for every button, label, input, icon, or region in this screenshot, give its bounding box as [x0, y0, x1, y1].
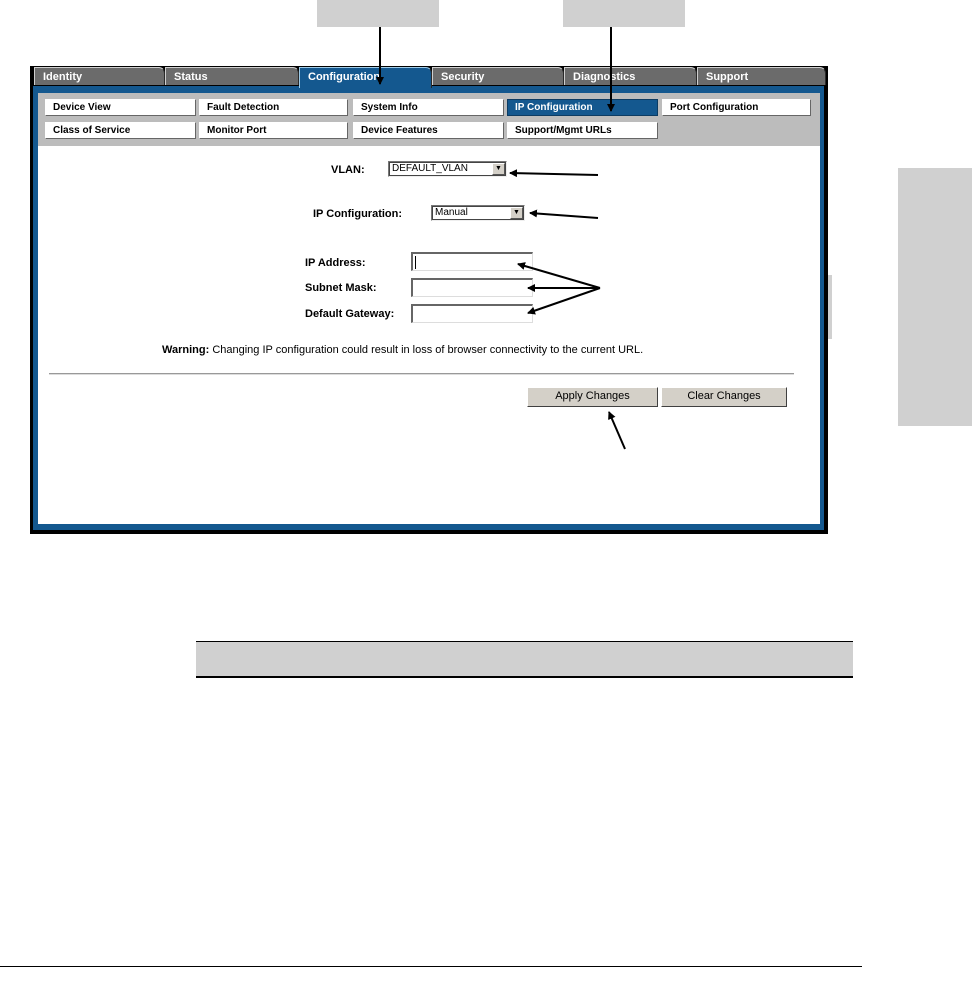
default-gateway-label: Default Gateway:	[305, 308, 395, 320]
divider	[49, 373, 794, 376]
ipconfig-select[interactable]	[431, 205, 525, 221]
tab-support[interactable]: Support	[697, 67, 826, 85]
ipconfig-label: IP Configuration:	[313, 208, 403, 220]
subtab-fault-detection[interactable]: Fault Detection	[199, 99, 348, 116]
warning-text: Changing IP configuration could result in loss of browser connectivity to the current URL.	[212, 344, 644, 356]
apply-changes-button[interactable]: Apply Changes	[527, 387, 658, 407]
vlan-select[interactable]	[388, 161, 507, 177]
subnet-mask-label: Subnet Mask:	[305, 282, 377, 294]
vlan-value: DEFAULT_VLAN	[392, 163, 468, 174]
subnet-mask-field[interactable]	[411, 278, 533, 297]
subtab-device-features[interactable]: Device Features	[353, 122, 504, 139]
chevron-down-icon[interactable]: ▼	[510, 207, 523, 219]
default-gateway-field[interactable]	[411, 304, 533, 323]
subtab-device-view[interactable]: Device View	[45, 99, 196, 116]
table-header	[196, 641, 853, 678]
tab-security[interactable]: Security	[432, 67, 564, 85]
tab-identity[interactable]: Identity	[34, 67, 165, 85]
side-tab-marker	[898, 168, 972, 426]
tab-status[interactable]: Status	[165, 67, 299, 85]
clear-changes-button[interactable]: Clear Changes	[661, 387, 787, 407]
chevron-down-icon[interactable]: ▼	[492, 163, 505, 175]
warning-message	[162, 343, 643, 357]
form-area	[38, 146, 820, 524]
subtab-class-of-service[interactable]: Class of Service	[45, 122, 196, 139]
subtab-system-info[interactable]: System Info	[353, 99, 504, 116]
subtab-port-configuration[interactable]: Port Configuration	[662, 99, 811, 116]
tab-configuration[interactable]: Configuration	[299, 67, 432, 88]
subtab-support-mgmt-urls[interactable]: Support/Mgmt URLs	[507, 122, 658, 139]
ipconfig-value: Manual	[435, 207, 468, 218]
text-caret	[415, 256, 416, 269]
ip-address-label: IP Address:	[305, 257, 366, 269]
subtab-monitor-port[interactable]: Monitor Port	[199, 122, 348, 139]
callout-box	[317, 0, 439, 27]
callout-box	[563, 0, 685, 27]
ip-address-field[interactable]	[411, 252, 533, 271]
warning-label: Warning:	[162, 344, 210, 356]
tab-diagnostics[interactable]: Diagnostics	[564, 67, 697, 85]
footer-rule	[0, 966, 862, 967]
vlan-label: VLAN:	[331, 164, 365, 176]
subtab-ip-configuration[interactable]: IP Configuration	[507, 99, 658, 116]
